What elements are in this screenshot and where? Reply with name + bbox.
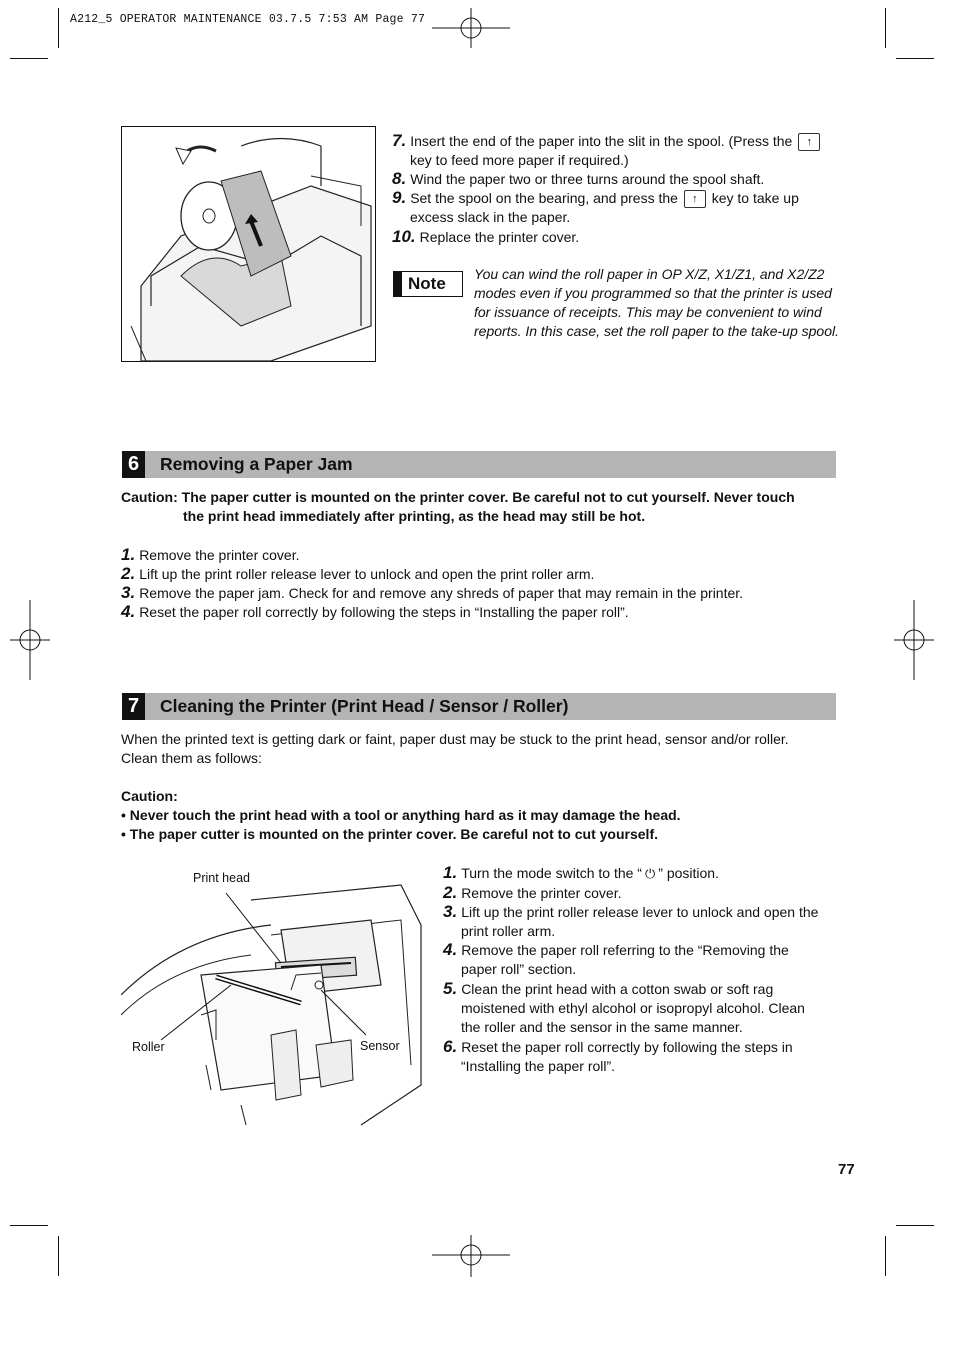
power-icon: ⏻ (644, 867, 656, 882)
section-7-intro: When the printed text is getting dark or faint, paper dust may be stuck to the print head, sensor and/or roller. Clean them as follows: (121, 731, 789, 766)
registration-mark-left (10, 600, 50, 682)
clean-step-6: 6. Reset the paper roll correctly by following the steps in “Installing the paper roll”. (443, 1037, 793, 1074)
section-6-caution: Caution: The paper cutter is mounted on the printer cover. Be careful not to cut yourself. Never touch the print head immediately after printing, as the head may still be hot. (121, 489, 795, 524)
feed-key-icon: ↑ (798, 133, 820, 151)
clean-step-5: 5. Clean the print head with a cotton swab or soft rag moistened with ethyl alcohol or isopropyl alcohol. Clean the roller and the sensor in the same manner. (443, 979, 805, 1035)
step-9: 9. Set the spool on the bearing, and press the ↑ key to take up excess slack in the paper. (392, 188, 799, 226)
printer-illustration (121, 865, 431, 1135)
crop-mark (885, 8, 886, 48)
jam-step-3: 3. Remove the paper jam. Check for and remove any shreds of paper that may remain in the printer. (121, 583, 744, 602)
crop-mark (885, 1236, 886, 1276)
clean-step-3: 3. Lift up the print roller release lever to unlock and open the print roller arm. (443, 902, 819, 939)
jam-step-1: 1. Remove the printer cover. (121, 545, 300, 564)
note-text: You can wind the roll paper in OP X/Z, X1/Z1, and X2/Z2 modes even if you programmed so that the printer is used for issuance of receipts. This may be convenient to wind reports. In this case, set the roll paper to the take-up spool. (474, 266, 839, 339)
print-head-label: Print head (193, 871, 250, 885)
crop-mark (58, 8, 59, 48)
crop-mark (896, 1225, 934, 1226)
sensor-label: Sensor (360, 1039, 400, 1053)
section-7-header: 7 Cleaning the Printer (Print Head / Sensor / Roller) (122, 693, 836, 720)
step-8: 8. Wind the paper two or three turns around the spool shaft. (392, 169, 765, 188)
crop-mark (896, 58, 934, 59)
registration-mark-top (432, 8, 512, 48)
step-10: 10. Replace the printer cover. (392, 227, 580, 246)
crop-mark (10, 1225, 48, 1226)
clean-step-4: 4. Remove the paper roll referring to the “Removing the paper roll” section. (443, 940, 789, 977)
registration-mark-bottom (432, 1235, 512, 1277)
clean-step-2: 2. Remove the printer cover. (443, 883, 622, 902)
spool-illustration (121, 126, 376, 362)
note-stripe (394, 272, 402, 296)
crop-mark (10, 58, 48, 59)
step-7: 7. Insert the end of the paper into the slit in the spool. (Press the ↑ key to feed more paper if required.) (392, 131, 842, 170)
jam-step-4: 4. Reset the paper roll correctly by following the steps in “Installing the paper roll”. (121, 602, 629, 621)
print-slug: A212_5 OPERATOR MAINTENANCE 03.7.5 7:53 AM Page 77 (70, 13, 426, 26)
note-badge: Note (393, 271, 463, 297)
section-6-header: 6 Removing a Paper Jam (122, 451, 836, 478)
page-number: 77 (838, 1161, 855, 1178)
roller-label: Roller (132, 1040, 165, 1054)
registration-mark-right (894, 600, 934, 682)
feed-key-icon: ↑ (684, 190, 706, 208)
clean-step-1: 1. Turn the mode switch to the “ ⏻ ” position. (443, 863, 719, 882)
crop-mark (58, 1236, 59, 1276)
section-7-caution: Caution: • Never touch the print head with a tool or anything hard as it may damage the head. • The paper cutter is mounted on the printer cover. Be careful not to cut yourself. (121, 788, 681, 842)
jam-step-2: 2. Lift up the print roller release lever to unlock and open the print roller arm. (121, 564, 595, 583)
